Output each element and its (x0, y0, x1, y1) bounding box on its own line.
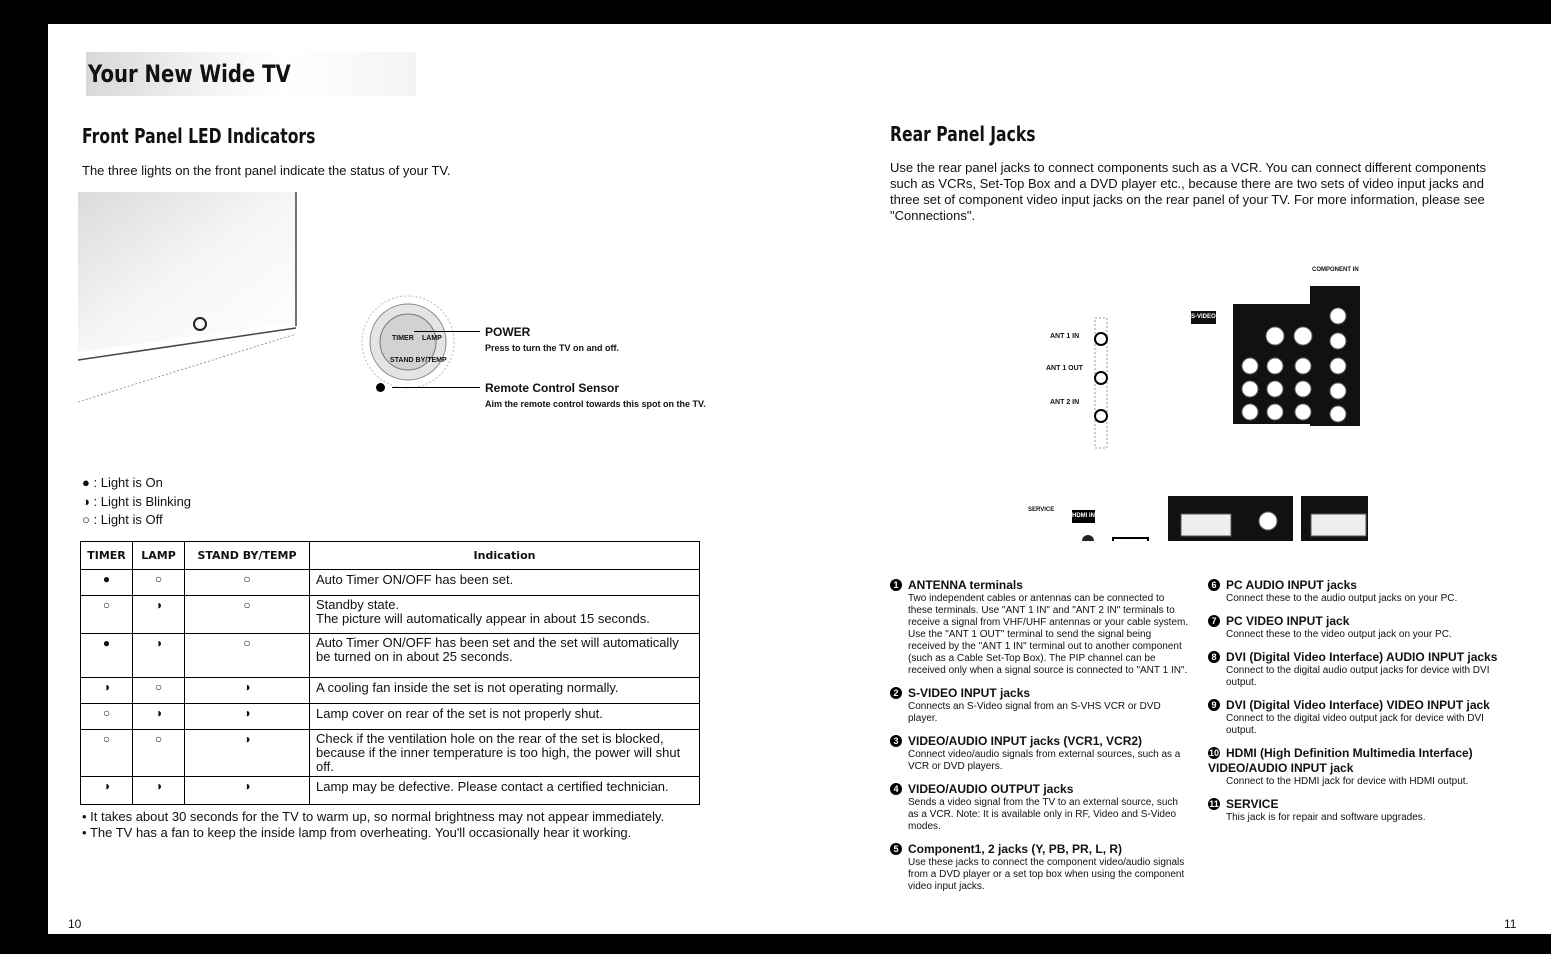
list-item (1208, 746, 1508, 788)
cell-lamp: ◑ (133, 634, 185, 678)
page-number-left: 10 (68, 917, 82, 931)
legend-off-symbol: ○ (82, 512, 90, 527)
cell-lamp: ○ (133, 730, 185, 777)
jack-desc: Sends a video signal from the TV to an external source, such as a VCR. Note: It is available only in RF, Video and S-Video modes. (908, 797, 1178, 832)
jack-desc: Connect these to the video output jack on your PC. (1226, 629, 1452, 640)
list-item: • The TV has a fan to keep the inside lamp from overheating. You'll occasionally hear it working. (82, 825, 632, 840)
num-badge: 11 (1209, 799, 1219, 809)
label-hdmi: HDMI IN (1072, 510, 1095, 523)
cell-indication: A cooling fan inside the set is not operating normally. (310, 678, 700, 704)
label-component: COMPONENT IN (1312, 267, 1359, 273)
num-badge: 5 (890, 843, 902, 855)
ant1out-jack (1095, 372, 1107, 384)
jack-desc: Connect to the HDMI jack for device with HDMI output. (1226, 776, 1469, 787)
label-dvi: DVI (1160, 489, 1172, 496)
legend-on-label: : Light is On (93, 475, 163, 490)
num-badge: 3 (890, 735, 902, 747)
jack-title: Component1, 2 jacks (Y, PB, PR, L, R) (908, 842, 1123, 856)
legend-blink (82, 493, 191, 512)
cell-standby: ◑ (185, 730, 310, 777)
tv-front-illustration (78, 192, 478, 432)
list-item (890, 842, 1190, 893)
jack-title: VIDEO/AUDIO OUTPUT jacks (908, 782, 1074, 796)
num-badge: 7 (1208, 615, 1220, 627)
jack-title: ANTENNA terminals (908, 578, 1023, 592)
jack-desc: Two independent cables or antennas can be connected to these terminals. Use "ANT 1 IN" and "ANT 2 IN" terminals to receive a signal from VHF/UHF antennas or your cable system. Use the "ANT 1 OUT" terminal to send the signal being received by the "ANT 1 IN" terminal out to another component (such as a Cable Set-Top Box). The PIP channel can be received only when a signal source is connected to "ANT 1 IN". (908, 593, 1189, 676)
cell-timer: ● (81, 570, 133, 596)
table-row (81, 596, 700, 634)
jack-title: PC AUDIO INPUT jacks (1226, 578, 1357, 592)
legend-blink-symbol: ◑ (82, 493, 90, 509)
panel-label-timer: TIMER (392, 335, 414, 342)
legend-on (82, 474, 191, 493)
table-row (81, 634, 700, 678)
label-avout: AV OUT (1270, 290, 1293, 296)
table-row (81, 777, 700, 805)
note-text: The TV has a fan to keep the inside lamp from overheating. You'll occasionally hear it working. (89, 825, 632, 840)
th-lamp: LAMP (133, 542, 185, 570)
cell-indication: Check if the ventilation hole on the rear of the set is blocked, because if the inner temperature is too high, the power will shut off. (310, 730, 700, 777)
cell-lamp: ○ (133, 678, 185, 704)
jack-desc: Connect video/audio signals from external sources, such as a VCR or DVD players. (908, 749, 1181, 772)
section-title-front: Front Panel LED Indicators (82, 124, 316, 148)
page-number-right: 11 (1504, 917, 1517, 931)
legend-blink-label: : Light is Blinking (93, 493, 192, 509)
dvi-connector (1181, 514, 1231, 536)
jack-title: VIDEO/AUDIO INPUT jacks (VCR1, VCR2) (908, 734, 1143, 748)
label-avin: AV IN (1244, 285, 1263, 292)
num-badge: 6 (1208, 579, 1220, 591)
cell-lamp: ◑ (133, 777, 185, 805)
label-dviin: DVI IN (1200, 479, 1221, 486)
cell-timer: ◑ (81, 678, 133, 704)
list-item (1208, 614, 1508, 641)
label-pc: PC (1284, 489, 1294, 496)
cell-lamp: ◑ (133, 704, 185, 730)
jack-desc: Connect these to the audio output jacks on your PC. (1226, 593, 1458, 604)
jack-list-right (1208, 578, 1508, 833)
power-leader-line (414, 331, 480, 332)
cell-timer: ○ (81, 730, 133, 777)
legend-off (82, 511, 191, 530)
cell-timer: ● (81, 634, 133, 678)
list-item: • It takes about 30 seconds for the TV to warm up, so normal brightness may not appear immediately. (82, 809, 665, 824)
num-badge: 10 (1208, 748, 1219, 758)
label-ant1out: ANT 1 OUT (1046, 365, 1083, 372)
label-audio: AUDIO (1192, 379, 1215, 386)
page-title: Your New Wide TV (88, 60, 291, 88)
cell-timer: ◑ (81, 777, 133, 805)
cell-indication: Auto Timer ON/OFF has been set and the set will automatically be turned on in about 25 seconds. (310, 634, 700, 678)
ant1in-jack (1095, 333, 1107, 345)
remote-sensor-dot (376, 383, 385, 392)
jack-list-left (890, 578, 1190, 902)
label-video: VIDEO (1194, 339, 1216, 346)
cell-standby: ○ (185, 596, 310, 634)
jack-desc: This jack is for repair and software upgrades. (1226, 812, 1426, 823)
component-panel (1310, 286, 1360, 426)
list-item (890, 734, 1190, 773)
cell-lamp: ◑ (133, 596, 185, 634)
list-item (890, 578, 1190, 677)
table-row (81, 730, 700, 777)
label-pcin: PC IN (1298, 479, 1317, 486)
label-svideo: S-VIDEO (1191, 311, 1216, 324)
callout-sensor-desc: Aim the remote control towards this spot on the TV. (485, 399, 706, 409)
note-text: It takes about 30 seconds for the TV to warm up, so normal brightness may not appear immediately. (90, 809, 665, 824)
jack-title: PC VIDEO INPUT jack (1226, 614, 1350, 628)
table-row (81, 678, 700, 704)
notes-list (82, 809, 722, 841)
list-item (1208, 797, 1508, 824)
legend-on-symbol: ● (82, 475, 90, 490)
callout-power-desc: Press to turn the TV on and off. (485, 343, 620, 353)
cell-standby: ○ (185, 570, 310, 596)
legend-off-label: : Light is Off (93, 512, 163, 527)
jack-desc: Connect to the digital video output jack for device with DVI output. (1226, 713, 1484, 736)
sensor-leader-line (392, 387, 480, 388)
jack-title: S-VIDEO INPUT jacks (908, 686, 1031, 700)
th-indication: Indication (310, 542, 700, 570)
cell-timer: ○ (81, 704, 133, 730)
num-badge: 4 (890, 783, 902, 795)
list-item (890, 782, 1190, 833)
panel-label-lamp: LAMP (422, 335, 442, 342)
cell-standby: ◑ (185, 777, 310, 805)
th-standby: STAND BY/TEMP (185, 542, 310, 570)
th-timer: TIMER (81, 542, 133, 570)
cell-indication: Auto Timer ON/OFF has been set. (310, 570, 700, 596)
cell-lamp: ○ (133, 570, 185, 596)
label-service: SERVICE (1028, 507, 1055, 513)
manual-spread (48, 24, 1551, 934)
cell-standby: ◑ (185, 704, 310, 730)
cell-standby: ○ (185, 634, 310, 678)
cell-standby: ◑ (185, 678, 310, 704)
jack-desc: Connect to the digital audio output jacks for device with DVI output. (1226, 665, 1490, 688)
cell-timer: ○ (81, 596, 133, 634)
num-badge: 1 (890, 579, 902, 591)
num-badge: 9 (1208, 699, 1220, 711)
jack-title: HDMI (High Definition Multimedia Interface) VIDEO/AUDIO INPUT jack (1208, 746, 1473, 775)
jack-desc: Use these jacks to connect the component video/audio signals from a DVD player or a set top box when using the component video input jacks. (908, 857, 1185, 892)
section-title-rear: Rear Panel Jacks (890, 122, 1036, 146)
service-jack (1082, 535, 1094, 541)
jack-desc: Connects an S-Video signal from an S-VHS VCR or DVD player. (908, 701, 1161, 724)
list-item (1208, 578, 1508, 605)
table-header-row (81, 542, 700, 570)
cell-indication: Standby state. The picture will automatically appear in about 15 seconds. (310, 596, 700, 634)
table-row (81, 570, 700, 596)
label-ant2in: ANT 2 IN (1050, 399, 1080, 406)
cell-indication: Lamp may be defective. Please contact a certified technician. (310, 777, 700, 805)
jack-title: DVI (Digital Video Interface) AUDIO INPUT jacks (1226, 650, 1498, 664)
list-item (1208, 650, 1508, 689)
jack-title: DVI (Digital Video Interface) VIDEO INPUT jack (1226, 698, 1490, 712)
list-item (890, 686, 1190, 725)
num-badge: 8 (1208, 651, 1220, 663)
num-badge: 2 (890, 687, 902, 699)
ant2in-jack (1095, 410, 1107, 422)
jack-title: SERVICE (1226, 797, 1279, 811)
callout-sensor-title: Remote Control Sensor (485, 381, 620, 395)
rear-intro: Use the rear panel jacks to connect components such as a VCR. You can connect different components such as VCRs, Set-Top Box and a DVD player etc., because there are two sets of video input jacks and three set of component video input jacks on the rear panel of your TV. For more information, please see "Connections". (890, 160, 1486, 223)
panel-label-standby: STAND BY/TEMP (390, 357, 447, 364)
label-ant1in: ANT 1 IN (1050, 333, 1080, 340)
pc-connector (1311, 514, 1366, 536)
cell-indication: Lamp cover on rear of the set is not properly shut. (310, 704, 700, 730)
front-intro: The three lights on the front panel indicate the status of your TV. (82, 163, 451, 178)
led-indication-table (80, 541, 700, 805)
callout-power-title: POWER (485, 325, 531, 339)
table-row (81, 704, 700, 730)
led-legend (82, 474, 191, 530)
list-item (1208, 698, 1508, 737)
hdmi-jack (1113, 538, 1148, 541)
